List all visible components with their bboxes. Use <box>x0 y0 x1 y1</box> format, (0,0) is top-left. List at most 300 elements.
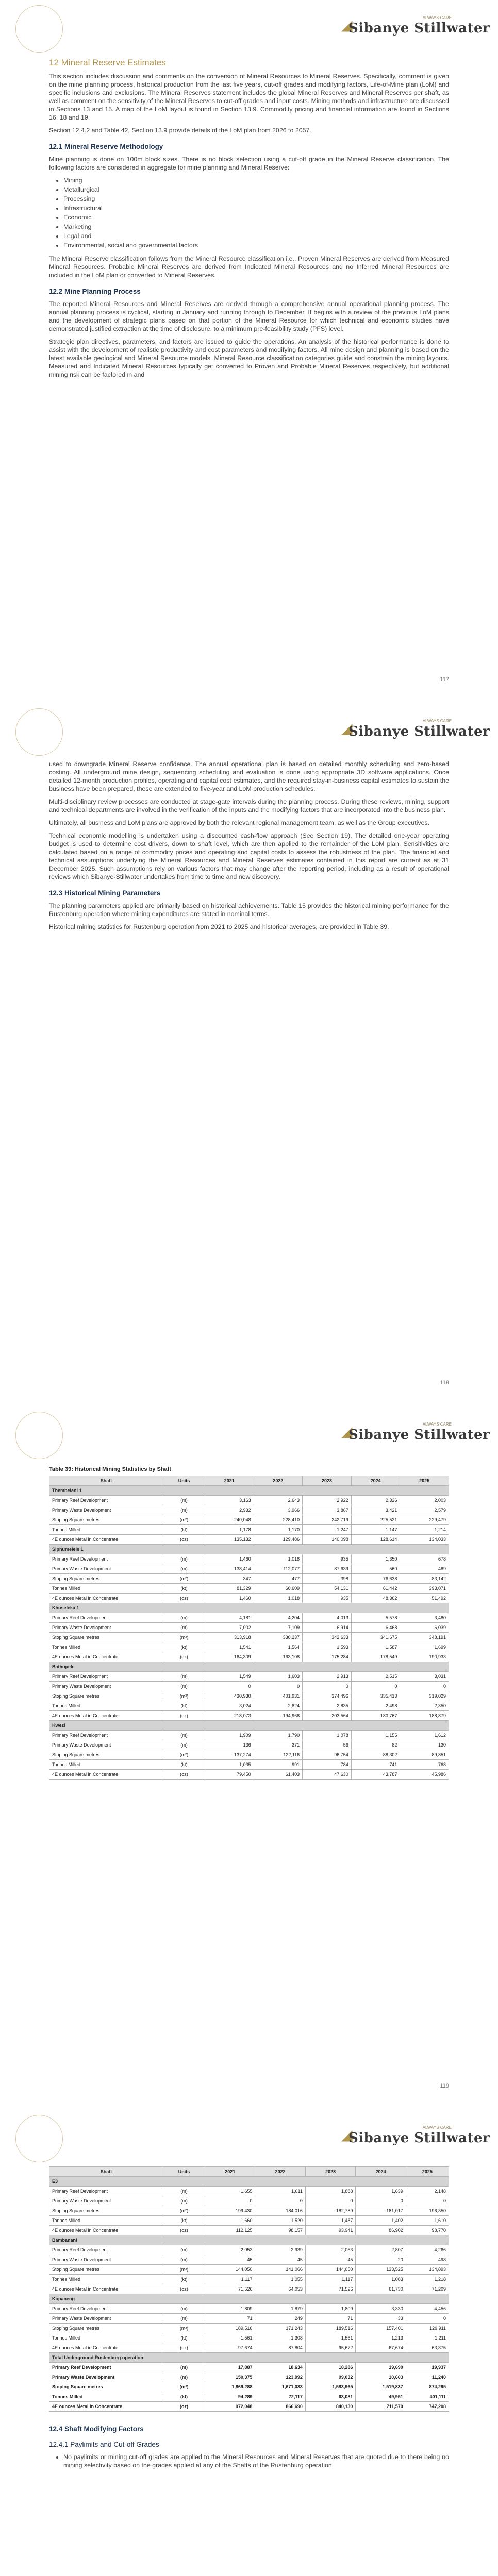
metric-cell: Stoping Square metres <box>49 1515 163 1525</box>
value-cell: 190,933 <box>400 1652 449 1662</box>
value-cell: 45 <box>305 2255 355 2265</box>
value-cell: 63,081 <box>305 2392 355 2402</box>
table-row <box>49 1731 449 1740</box>
metric-cell: Primary Reef Development <box>49 2245 163 2255</box>
value-cell: 7,109 <box>254 1623 303 1633</box>
metric-cell: Primary Waste Development <box>49 1505 163 1515</box>
metric-cell: Tonnes Milled <box>49 1642 163 1652</box>
table-row <box>49 1760 449 1770</box>
table-caption: Table 39: Historical Mining Statistics by Shaft <box>49 1466 171 1472</box>
column-header: 2023 <box>305 2167 355 2177</box>
company-logo <box>341 1419 490 1452</box>
shaft-name: E3 <box>49 2177 449 2187</box>
value-cell: 1,083 <box>356 2275 406 2284</box>
bullet-list <box>49 2453 449 2469</box>
decorative-circle <box>15 5 63 53</box>
table-row <box>49 1652 449 1662</box>
list-item: • Marketing <box>63 223 449 231</box>
value-cell: 1,214 <box>400 1525 449 1535</box>
unit-cell: (m) <box>163 2187 205 2196</box>
unit-cell: (m) <box>163 1623 205 1633</box>
value-cell: 2,515 <box>351 1672 400 1682</box>
value-cell: 49,951 <box>356 2392 406 2402</box>
value-cell: 48,362 <box>351 1594 400 1603</box>
value-cell: 17,887 <box>205 2363 255 2372</box>
value-cell: 7,002 <box>205 1623 254 1633</box>
column-header: Units <box>163 1476 205 1486</box>
value-cell: 1,055 <box>255 2275 305 2284</box>
value-cell: 313,918 <box>205 1633 254 1642</box>
value-cell: 72,117 <box>255 2392 305 2402</box>
table-row <box>49 2314 449 2324</box>
value-cell: 1,561 <box>305 2333 355 2343</box>
value-cell: 135,132 <box>205 1535 254 1545</box>
value-cell: 1,583,965 <box>305 2382 355 2392</box>
value-cell: 2,913 <box>303 1672 352 1682</box>
list-item: • Metallurgical <box>63 185 449 194</box>
value-cell: 1,660 <box>205 2216 255 2226</box>
value-cell: 171,243 <box>255 2324 305 2333</box>
value-cell: 3,966 <box>254 1505 303 1515</box>
value-cell: 81,329 <box>205 1584 254 1594</box>
page-117 <box>0 0 498 703</box>
value-cell: 1,610 <box>406 2216 449 2226</box>
page-body <box>0 760 498 931</box>
unit-cell: (m) <box>163 1682 205 1691</box>
value-cell: 935 <box>303 1594 352 1603</box>
metric-cell: Tonnes Milled <box>49 2333 163 2343</box>
metric-cell: 4E ounces Metal in Concentrate <box>49 1770 163 1780</box>
value-cell: 401,111 <box>406 2392 449 2402</box>
value-cell: 2,835 <box>303 1701 352 1711</box>
logo-tagline: ALWAYS CARE <box>422 15 452 20</box>
shaft-name: Kwezi <box>49 1721 449 1731</box>
list-item: • Infrastructural <box>63 204 449 212</box>
paragraph: The planning parameters applied are primarily based on historical achievements. Table 15 provides the historical mining performance for the Rustenburg operation where mining expenditures are stated in nominal terms. <box>49 902 449 918</box>
value-cell: 6,914 <box>303 1623 352 1633</box>
value-cell: 225,521 <box>351 1515 400 1525</box>
value-cell: 1,587 <box>351 1642 400 1652</box>
value-cell: 1,018 <box>254 1554 303 1564</box>
value-cell: 98,770 <box>406 2226 449 2235</box>
value-cell: 1,809 <box>205 2304 255 2314</box>
unit-cell: (m) <box>163 1554 205 1564</box>
table-row <box>49 2402 449 2412</box>
table-row <box>49 2363 449 2372</box>
value-cell: 249 <box>255 2314 305 2324</box>
logo-tagline: ALWAYS CARE <box>422 2125 452 2130</box>
value-cell: 182,789 <box>305 2206 355 2216</box>
value-cell: 840,130 <box>305 2402 355 2412</box>
column-header: Shaft <box>49 1476 163 1486</box>
value-cell: 1,018 <box>254 1594 303 1603</box>
value-cell: 240,048 <box>205 1515 254 1525</box>
value-cell: 51,492 <box>400 1594 449 1603</box>
table-row <box>49 2372 449 2382</box>
unit-cell: (oz) <box>163 2402 205 2412</box>
metric-cell: 4E ounces Metal in Concentrate <box>49 2402 163 2412</box>
column-header: 2025 <box>400 1476 449 1486</box>
value-cell: 1,549 <box>205 1672 254 1682</box>
value-cell: 0 <box>400 1682 449 1691</box>
value-cell: 20 <box>356 2255 406 2265</box>
value-cell: 136 <box>205 1740 254 1750</box>
column-header: 2022 <box>254 1476 303 1486</box>
value-cell: 88,302 <box>351 1750 400 1760</box>
value-cell: 2,824 <box>254 1701 303 1711</box>
value-cell: 0 <box>356 2196 406 2206</box>
unit-cell: (oz) <box>163 1594 205 1603</box>
table-row <box>49 2216 449 2226</box>
value-cell: 477 <box>254 1574 303 1584</box>
value-cell: 1,117 <box>305 2275 355 2284</box>
value-cell: 6,468 <box>351 1623 400 1633</box>
value-cell: 1,699 <box>400 1642 449 1652</box>
value-cell: 1,541 <box>205 1642 254 1652</box>
table-row <box>49 2333 449 2343</box>
table-row <box>49 2382 449 2392</box>
metric-cell: Primary Reef Development <box>49 1554 163 1564</box>
decorative-circle <box>15 1412 63 1459</box>
table-row <box>49 1711 449 1721</box>
factor-list <box>49 176 449 249</box>
value-cell: 2,932 <box>205 1505 254 1515</box>
value-cell: 678 <box>400 1554 449 1564</box>
value-cell: 3,480 <box>400 1613 449 1623</box>
value-cell: 194,968 <box>254 1711 303 1721</box>
table-header-row <box>49 2167 449 2177</box>
value-cell: 122,116 <box>254 1750 303 1760</box>
column-header: 2023 <box>303 1476 352 1486</box>
metric-cell: Primary Reef Development <box>49 1731 163 1740</box>
value-cell: 1,178 <box>205 1525 254 1535</box>
paragraph: Strategic plan directives, parameters, and factors are issued to guide the operations. An analysis of the historical performance is done to assist with the development of realistic productivity and cost parameters and modifying factors. All mine design and planning is based on the latest available geological and Mineral Resource models. Mineral Resource classification categories guide and constrain the mining layouts. Measured and Indicated Mineral Resources typically get converted to Proven and Probable Mineral Reserves respectively, but additional mining risk can be factored in and <box>49 338 449 378</box>
value-cell: 1,564 <box>254 1642 303 1652</box>
metric-cell: Primary Reef Development <box>49 2363 163 2372</box>
logo-mark-icon: ◢ <box>341 1423 353 1439</box>
table-row <box>49 2275 449 2284</box>
value-cell: 129,911 <box>406 2324 449 2333</box>
value-cell: 178,549 <box>351 1652 400 1662</box>
unit-cell: (m²) <box>163 1633 205 1642</box>
unit-cell: (m²) <box>163 2265 205 2275</box>
value-cell: 45,986 <box>400 1770 449 1780</box>
unit-cell: (m²) <box>163 1691 205 1701</box>
value-cell: 1,869,288 <box>205 2382 255 2392</box>
value-cell: 1,809 <box>305 2304 355 2314</box>
unit-cell: (m) <box>163 1731 205 1740</box>
metric-cell: 4E ounces Metal in Concentrate <box>49 2343 163 2353</box>
table-group-row <box>49 2177 449 2187</box>
value-cell: 935 <box>303 1554 352 1564</box>
value-cell: 741 <box>351 1760 400 1770</box>
table-group-row <box>49 1721 449 1731</box>
unit-cell: (m) <box>163 2245 205 2255</box>
value-cell: 112,077 <box>254 1564 303 1574</box>
value-cell: 3,031 <box>400 1672 449 1682</box>
table-row <box>49 1594 449 1603</box>
column-header: Shaft <box>49 2167 163 2177</box>
value-cell: 60,609 <box>254 1584 303 1594</box>
table-row <box>49 2206 449 2216</box>
mining-statistics-table-continued <box>49 2166 449 2412</box>
value-cell: 112,125 <box>205 2226 255 2235</box>
unit-cell: (m) <box>163 1740 205 1750</box>
value-cell: 144,050 <box>305 2265 355 2275</box>
paragraph: used to downgrade Mineral Reserve confidence. The annual operational plan is based on detailed monthly scheduling and zero-based costing. All underground mine design, sequencing scheduling and evaluation is done using appropriate 3D software applications. Once detailed 12-month production profiles, operating and capital cost estimates, and the required stay-in-business capital estimates to sustain the business have been prepared, these are extended to five-year and LoM production schedules. <box>49 760 449 792</box>
shaft-name: Bathopele <box>49 1662 449 1672</box>
value-cell: 2,350 <box>400 1701 449 1711</box>
value-cell: 866,690 <box>255 2402 305 2412</box>
table-row <box>49 2304 449 2314</box>
value-cell: 134,893 <box>406 2265 449 2275</box>
value-cell: 0 <box>255 2196 305 2206</box>
table-row <box>49 1554 449 1564</box>
value-cell: 228,410 <box>254 1515 303 1525</box>
value-cell: 0 <box>406 2196 449 2206</box>
value-cell: 67,674 <box>356 2343 406 2353</box>
value-cell: 3,867 <box>303 1505 352 1515</box>
metric-cell: Primary Reef Development <box>49 1613 163 1623</box>
unit-cell: (oz) <box>163 1711 205 1721</box>
unit-cell: (m) <box>163 2372 205 2382</box>
page-header <box>0 1406 498 1463</box>
value-cell: 5,578 <box>351 1613 400 1623</box>
metric-cell: Stoping Square metres <box>49 1633 163 1642</box>
unit-cell: (m) <box>163 1672 205 1682</box>
unit-cell: (m²) <box>163 2206 205 2216</box>
mining-statistics-table <box>49 1476 449 1780</box>
logo-name: Sibanye Stillwater <box>348 724 490 739</box>
unit-cell: (m) <box>163 1496 205 1505</box>
value-cell: 1,402 <box>356 2216 406 2226</box>
value-cell: 1,593 <box>303 1642 352 1652</box>
unit-cell: (oz) <box>163 2343 205 2353</box>
value-cell: 1,487 <box>305 2216 355 2226</box>
table-row <box>49 1574 449 1584</box>
unit-cell: (m) <box>163 1505 205 1515</box>
value-cell: 47,630 <box>303 1770 352 1780</box>
value-cell: 747,208 <box>406 2402 449 2412</box>
value-cell: 319,029 <box>400 1691 449 1701</box>
unit-cell: (oz) <box>163 1770 205 1780</box>
shaft-name: Kopaneng <box>49 2294 449 2304</box>
value-cell: 45 <box>255 2255 305 2265</box>
value-cell: 398 <box>303 1574 352 1584</box>
value-cell: 71,526 <box>305 2284 355 2294</box>
value-cell: 129,486 <box>254 1535 303 1545</box>
value-cell: 199,430 <box>205 2206 255 2216</box>
column-header: 2024 <box>356 2167 406 2177</box>
paragraph: Historical mining statistics for Rustenburg operation from 2021 to 2025 and historical averages, are provided in Table 39. <box>49 923 389 930</box>
table-row <box>49 1496 449 1505</box>
value-cell: 87,804 <box>255 2343 305 2353</box>
value-cell: 2,003 <box>400 1496 449 1505</box>
unit-cell: (oz) <box>163 2284 205 2294</box>
metric-cell: Primary Waste Development <box>49 1564 163 1574</box>
table-row <box>49 1691 449 1701</box>
metric-cell: Tonnes Milled <box>49 2392 163 2402</box>
value-cell: 137,274 <box>205 1750 254 1760</box>
value-cell: 0 <box>205 2196 255 2206</box>
value-cell: 196,350 <box>406 2206 449 2216</box>
metric-cell: 4E ounces Metal in Concentrate <box>49 1535 163 1545</box>
value-cell: 19,690 <box>356 2363 406 2372</box>
value-cell: 4,013 <box>303 1613 352 1623</box>
value-cell: 489 <box>400 1564 449 1574</box>
company-logo <box>341 2122 490 2155</box>
section-title: 12 Mineral Reserve Estimates <box>49 58 166 67</box>
unit-cell: (m) <box>163 2314 205 2324</box>
value-cell: 401,931 <box>254 1691 303 1701</box>
table-row <box>49 2284 449 2294</box>
value-cell: 2,053 <box>205 2245 255 2255</box>
unit-cell: (m²) <box>163 1515 205 1525</box>
value-cell: 430,930 <box>205 1691 254 1701</box>
value-cell: 61,403 <box>254 1770 303 1780</box>
table-row <box>49 1770 449 1780</box>
value-cell: 1,519,837 <box>356 2382 406 2392</box>
metric-cell: Primary Reef Development <box>49 2187 163 2196</box>
value-cell: 1,211 <box>406 2333 449 2343</box>
value-cell: 189,516 <box>305 2324 355 2333</box>
table-group-row <box>49 1545 449 1554</box>
value-cell: 1,460 <box>205 1554 254 1564</box>
value-cell: 203,564 <box>303 1711 352 1721</box>
logo-name: Sibanye Stillwater <box>348 21 490 36</box>
table-row <box>49 1505 449 1515</box>
value-cell: 180,767 <box>351 1711 400 1721</box>
value-cell: 128,614 <box>351 1535 400 1545</box>
value-cell: 2,939 <box>255 2245 305 2255</box>
unit-cell: (kt) <box>163 2333 205 2343</box>
table-row <box>49 1584 449 1594</box>
table-group-row <box>49 2353 449 2363</box>
page-120 <box>0 2110 498 2576</box>
table-row <box>49 1633 449 1642</box>
metric-cell: Primary Reef Development <box>49 1672 163 1682</box>
metric-cell: Stoping Square metres <box>49 2206 163 2216</box>
metric-cell: Stoping Square metres <box>49 2324 163 2333</box>
table-group-row <box>49 2294 449 2304</box>
list-item: • Mining <box>63 176 449 184</box>
column-header: 2021 <box>205 1476 254 1486</box>
value-cell: 140,098 <box>303 1535 352 1545</box>
value-cell: 99,032 <box>305 2372 355 2382</box>
page-header <box>0 0 498 57</box>
value-cell: 181,017 <box>356 2206 406 2216</box>
company-logo <box>341 12 490 45</box>
unit-cell: (m) <box>163 1613 205 1623</box>
value-cell: 0 <box>254 1682 303 1691</box>
value-cell: 560 <box>351 1564 400 1574</box>
subsection-title: 12.1 Mineral Reserve Methodology <box>49 143 163 150</box>
paragraph: Technical economic modelling is undertaken using a discounted cash-flow approach (See Section 19). The detailed one-year operating budget is used to determine cost drivers, down to shaft level, which are then applied to the remainder of the LoM plan. Sensitivities are calculated based on a range of commodity prices and operating and capital costs to assess the robustness of the plan. The financial and technical assumptions underlying the Mineral Resources and Mineral Reserves estimates contained in this report are current as at 31 December 2025. Such assumptions rely on various factors that may change after the reporting period, including as a result of operational reviews which Sibanye-Stillwater undertakes from time to time and new discovery. <box>49 832 449 880</box>
list-item: • Processing <box>63 195 449 203</box>
value-cell: 3,330 <box>356 2304 406 2314</box>
value-cell: 1,460 <box>205 1594 254 1603</box>
logo-tagline: ALWAYS CARE <box>422 1422 452 1427</box>
logo-mark-icon: ◢ <box>341 17 353 33</box>
metric-cell: 4E ounces Metal in Concentrate <box>49 1711 163 1721</box>
unit-cell: (m²) <box>163 1750 205 1760</box>
table-header-row <box>49 1476 449 1486</box>
value-cell: 4,266 <box>406 2245 449 2255</box>
unit-cell: (m²) <box>163 2324 205 2333</box>
shaft-name: Thembelani 1 <box>49 1486 449 1496</box>
value-cell: 1,117 <box>205 2275 255 2284</box>
unit-cell: (kt) <box>163 1525 205 1535</box>
paragraph: Section 12.4.2 and Table 42, Section 13.9 provide details of the LoM plan from 2026 to 2057. <box>49 127 311 134</box>
column-header: Units <box>163 2167 205 2177</box>
metric-cell: Primary Waste Development <box>49 2314 163 2324</box>
unit-cell: (kt) <box>163 2392 205 2402</box>
value-cell: 175,284 <box>303 1652 352 1662</box>
unit-cell: (m) <box>163 1564 205 1574</box>
value-cell: 82 <box>351 1740 400 1750</box>
value-cell: 1,035 <box>205 1760 254 1770</box>
value-cell: 1,520 <box>255 2216 305 2226</box>
value-cell: 138,414 <box>205 1564 254 1574</box>
paragraph: Ultimately, all business and LoM plans are approved by both the relevant regional management team, as well as the Group executives. <box>49 819 430 826</box>
value-cell: 184,016 <box>255 2206 305 2216</box>
value-cell: 11,240 <box>406 2372 449 2382</box>
table-group-row <box>49 2235 449 2245</box>
value-cell: 1,218 <box>406 2275 449 2284</box>
metric-cell: Tonnes Milled <box>49 2216 163 2226</box>
value-cell: 3,163 <box>205 1496 254 1505</box>
table-group-row <box>49 1486 449 1496</box>
table-body <box>49 2177 449 2412</box>
value-cell: 371 <box>254 1740 303 1750</box>
value-cell: 330,237 <box>254 1633 303 1642</box>
value-cell: 64,053 <box>255 2284 305 2294</box>
unit-cell: (kt) <box>163 1584 205 1594</box>
value-cell: 4,456 <box>406 2304 449 2314</box>
value-cell: 164,309 <box>205 1652 254 1662</box>
value-cell: 71,209 <box>406 2284 449 2294</box>
metric-cell: 4E ounces Metal in Concentrate <box>49 2226 163 2235</box>
value-cell: 2,148 <box>406 2187 449 2196</box>
unit-cell: (kt) <box>163 2275 205 2284</box>
metric-cell: Primary Waste Development <box>49 2372 163 2382</box>
logo-tagline: ALWAYS CARE <box>422 719 452 723</box>
paragraph: Multi-disciplinary review processes are conducted at stage-gate intervals during the planning process. During these reviews, mining, support and technical departments are involved in the verification of the inputs and the modifying factors that are incorporated into the business plan. <box>49 798 449 814</box>
value-cell: 83,142 <box>400 1574 449 1584</box>
paragraph: This section includes discussion and comments on the conversion of Mineral Resources to Mineral Reserves. Specifically, comment is given on the mine planning process, historical production from the last five years, cut-off grades and modifying factors, Life-of-Mine plan (LoM) and specific inclusions and exclusions. The Mineral Reserves statement includes the global Mineral Reserves and Mineral Reserves per shaft, as well as comment on the sensitivity of the Mineral Reserves to cut-off grades and input costs. Mining methods and infrastructure are discussed in Sections 13 and 15. A map of the LoM layout is found in Section 13.9. Commodity pricing and financial information are found in Sections 16, 18 and 19. <box>49 73 449 121</box>
value-cell: 63,875 <box>406 2343 449 2353</box>
value-cell: 33 <box>356 2314 406 2324</box>
value-cell: 19,937 <box>406 2363 449 2372</box>
value-cell: 144,050 <box>205 2265 255 2275</box>
value-cell: 95,672 <box>305 2343 355 2353</box>
value-cell: 393,071 <box>400 1584 449 1594</box>
table-row <box>49 1515 449 1525</box>
value-cell: 347 <box>205 1574 254 1584</box>
page-number: 118 <box>440 1380 449 1386</box>
value-cell: 189,516 <box>205 2324 255 2333</box>
list-item: • Economic <box>63 213 449 222</box>
page-number: 119 <box>440 2083 449 2089</box>
value-cell: 335,413 <box>351 1691 400 1701</box>
table-row <box>49 1750 449 1760</box>
unit-cell: (oz) <box>163 1652 205 1662</box>
unit-cell: (m) <box>163 2304 205 2314</box>
value-cell: 1,247 <box>303 1525 352 1535</box>
value-cell: 1,213 <box>356 2333 406 2343</box>
metric-cell: Primary Waste Development <box>49 1682 163 1691</box>
list-item: • Legal and <box>63 232 449 240</box>
